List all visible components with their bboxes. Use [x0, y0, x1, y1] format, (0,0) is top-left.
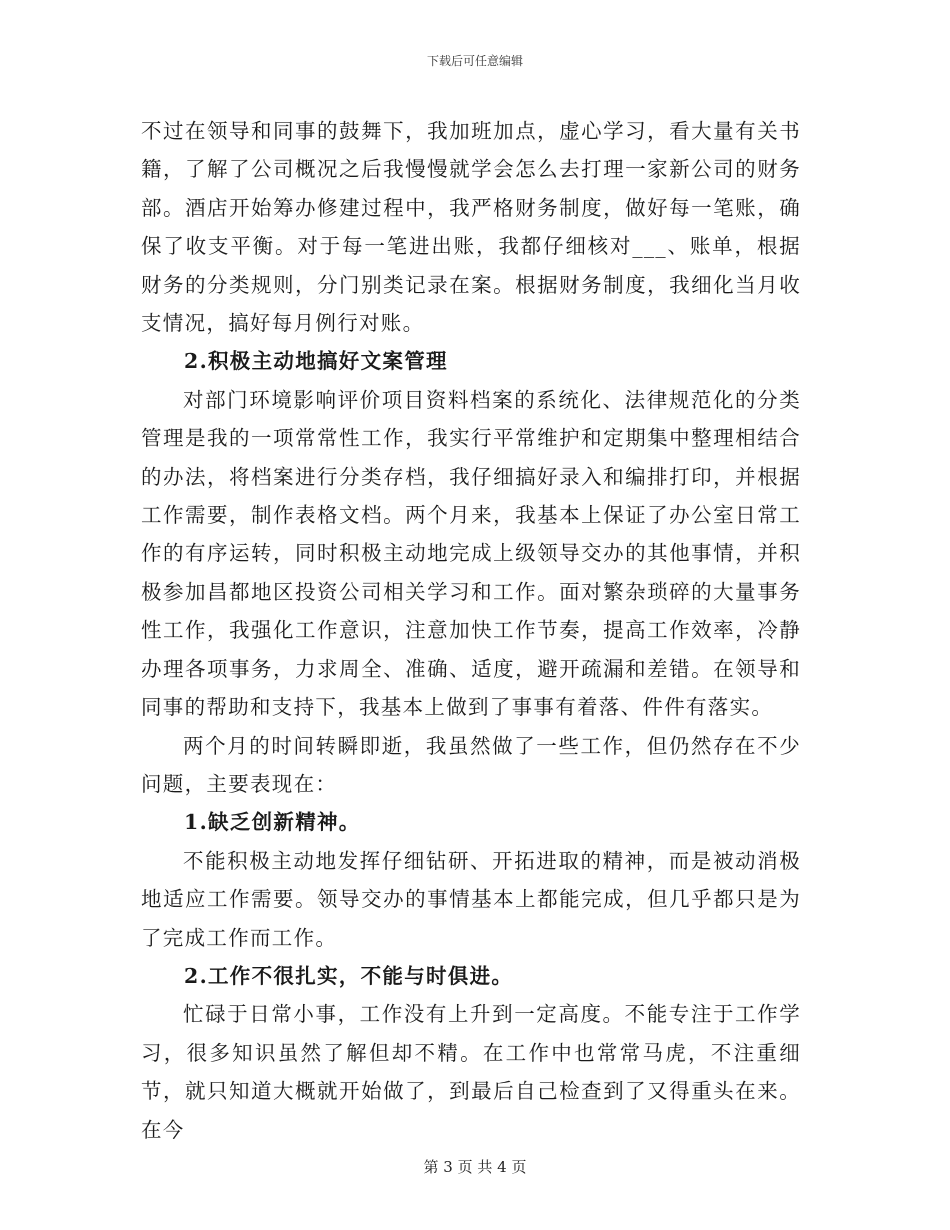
paragraph-problems-intro: 两个月的时间转瞬即逝，我虽然做了一些工作，但仍然存在不少问题，主要表现在：: [141, 733, 801, 796]
section-heading-document-management: 2.积极主动地搞好文案管理: [184, 349, 448, 374]
section-heading-not-solid: 2.工作不很扎实，不能与时俱进。: [184, 963, 514, 988]
section-heading-lack-innovation: 1.缺乏创新精神。: [184, 810, 361, 835]
paragraph-document-management: 对部门环境影响评价项目资料档案的系统化、法律规范化的分类管理是我的一项常常性工作，我实行平常维护和定期集中整理相结合的办法，将档案进行分类存档，我仔细搞好录入和编排打印，并根据工作需要，制作表格文档。两个月来，我基本上保证了办公室日常工作的有序运转，同时积极主动地完成上级领导交办的其他事情，并积极参加昌都地区投资公司相关学习和工作。面对繁杂琐碎的大量事务性工作，我强化工作意识，注意加快工作节奏，提高工作效率，冷静办理各项事务，力求周全、准确、适度，避开疏漏和差错。在领导和同事的帮助和支持下，我基本上做到了事事有着落、件件有落实。: [141, 387, 801, 720]
paragraph-finance-work: 不过在领导和同事的鼓舞下，我加班加点，虚心学习，看大量有关书籍，了解了公司概况之后我慢慢就学会怎么去打理一家新公司的财务部。酒店开始筹办修建过程中，我严格财务制度，做好每一笔账，确保了收支平衡。对于每一笔进出账，我都仔细核对___、账单，根据财务的分类规则，分门别类记录在案。根据财务制度，我细化当月收支情况，搞好每月例行对账。: [141, 119, 801, 336]
paragraph-not-solid: 忙碌于日常小事，工作没有上升到一定高度。不能专注于工作学习，很多知识虽然了解但却不精。在工作中也常常马虎，不注重细节，就只知道大概就开始做了，到最后自己检查到了又得重头在来。在今: [141, 1002, 801, 1142]
document-body: [141, 112, 801, 1149]
page-header: 下载后可任意编辑: [426, 54, 523, 68]
paragraph-lack-innovation: 不能积极主动地发挥仔细钻研、开拓进取的精神，而是被动消极地适应工作需要。领导交办的事情基本上都能完成，但几乎都只是为了完成工作而工作。: [141, 848, 801, 950]
page-footer: 第 3 页 共 4 页: [423, 1158, 527, 1176]
